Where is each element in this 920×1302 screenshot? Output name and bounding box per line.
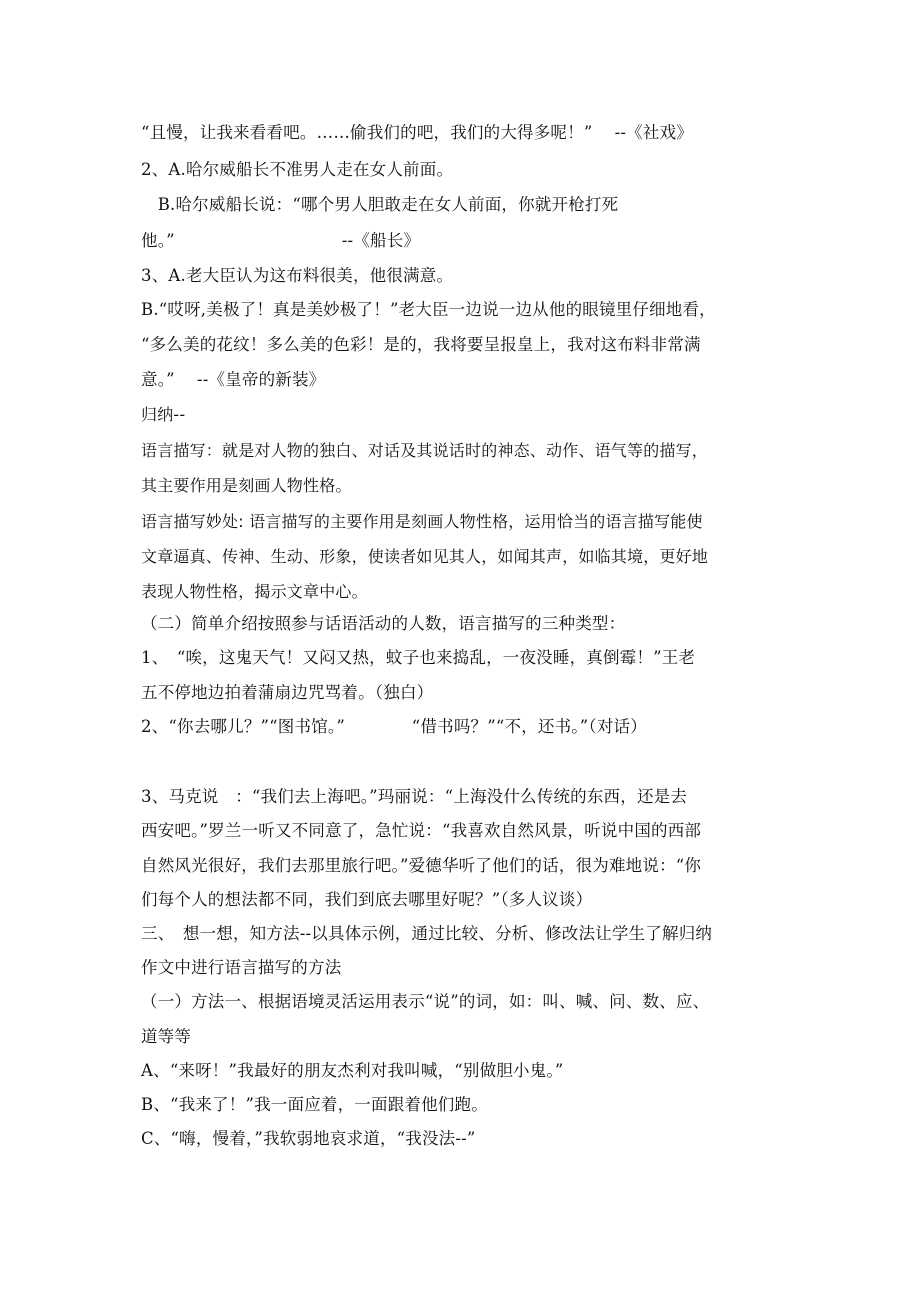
text-line: 五不停地边拍着蒲扇边咒骂着。（独白） [141,683,434,702]
text-line: 他。” --《船长》 [141,231,421,250]
subsection-heading: （二）简单介绍按照参与话语活动的人数，语言描写的三种类型： [141,614,626,633]
text-line: 2、“你去哪儿？”“图书馆。” “借书吗？”“不，还书。”（对话） [141,717,647,736]
subsection-heading: （一）方法一、根据语境灵活运用表示“说”的词，如：叫、喊、问、数、应、 [141,992,710,1011]
text-line: 语言描写：就是对人物的独白、对话及其说话时的神态、动作、语气等的描写， [141,441,709,460]
text-line: B.“哎呀,美极了！真是美妙极了！”老大臣一边说一边从他的眼镜里仔细地看， [141,300,716,319]
text-line: 自然风光很好，我们去那里旅行吧。”爱德华听了他们的话，很为难地说：“你 [141,856,702,875]
text-line: 1、 “唉，这鬼天气！又闷又热，蚊子也来捣乱，一夜没睡，真倒霉！”王老 [141,648,696,667]
text-line: 意。” --《皇帝的新装》 [141,370,326,389]
section-heading: 归纳-- [141,405,186,424]
text-line: 文章逼真、传神、生动、形象，使读者如见其人，如闻其声，如临其境，更好地 [141,547,709,566]
text-line: 其主要作用是刻画人物性格。 [141,476,352,495]
text-line: 3、马克说 ：“我们去上海吧。”玛丽说：“上海没什么传统的东西，还是去 [141,787,688,806]
text-line: 表现人物性格，揭示文章中心。 [141,582,368,601]
text-line: 们每个人的想法都不同，我们到底去哪里好呢？”（多人议谈） [141,890,593,909]
text-line: “且慢，让我来看看吧。……偷我们的吧，我们的大得多呢！” --《社戏》 [141,123,693,142]
text-line: 2、A.哈尔威船长不准男人走在女人前面。 [141,160,454,179]
text-line: “多么美的花纹！多么美的色彩！是的，我将要呈报皇上，我对这布料非常满 [141,335,701,354]
text-line: 3、A.老大臣认为这布料很美，他很满意。 [141,266,454,285]
text-line: A、“来呀！”我最好的朋友杰利对我叫喊，“别做胆小鬼。” [141,1061,564,1080]
text-line: 西安吧。”罗兰一听又不同意了，急忙说：“我喜欢自然风景，听说中国的西部 [141,821,702,840]
text-line: 道等等 [141,1027,192,1046]
text-line: B、“我来了！”我一面应着，一面跟着他们跑。 [141,1095,488,1114]
text-line: B.哈尔威船长说：“哪个男人胆敢走在女人前面，你就开枪打死 [141,195,619,214]
text-line: 语言描写妙处: 语言描写的主要作用是刻画人物性格，运用恰当的语言描写能使 [141,512,703,531]
text-line: C、“嗨，慢着，”我软弱地哀求道，“我没法--” [141,1129,476,1148]
text-line: 作文中进行语言描写的方法 [141,958,342,977]
section-heading: 三、 想一想，知方法--以具体示例，通过比较、分析、修改法让学生了解归纳 [141,924,713,943]
